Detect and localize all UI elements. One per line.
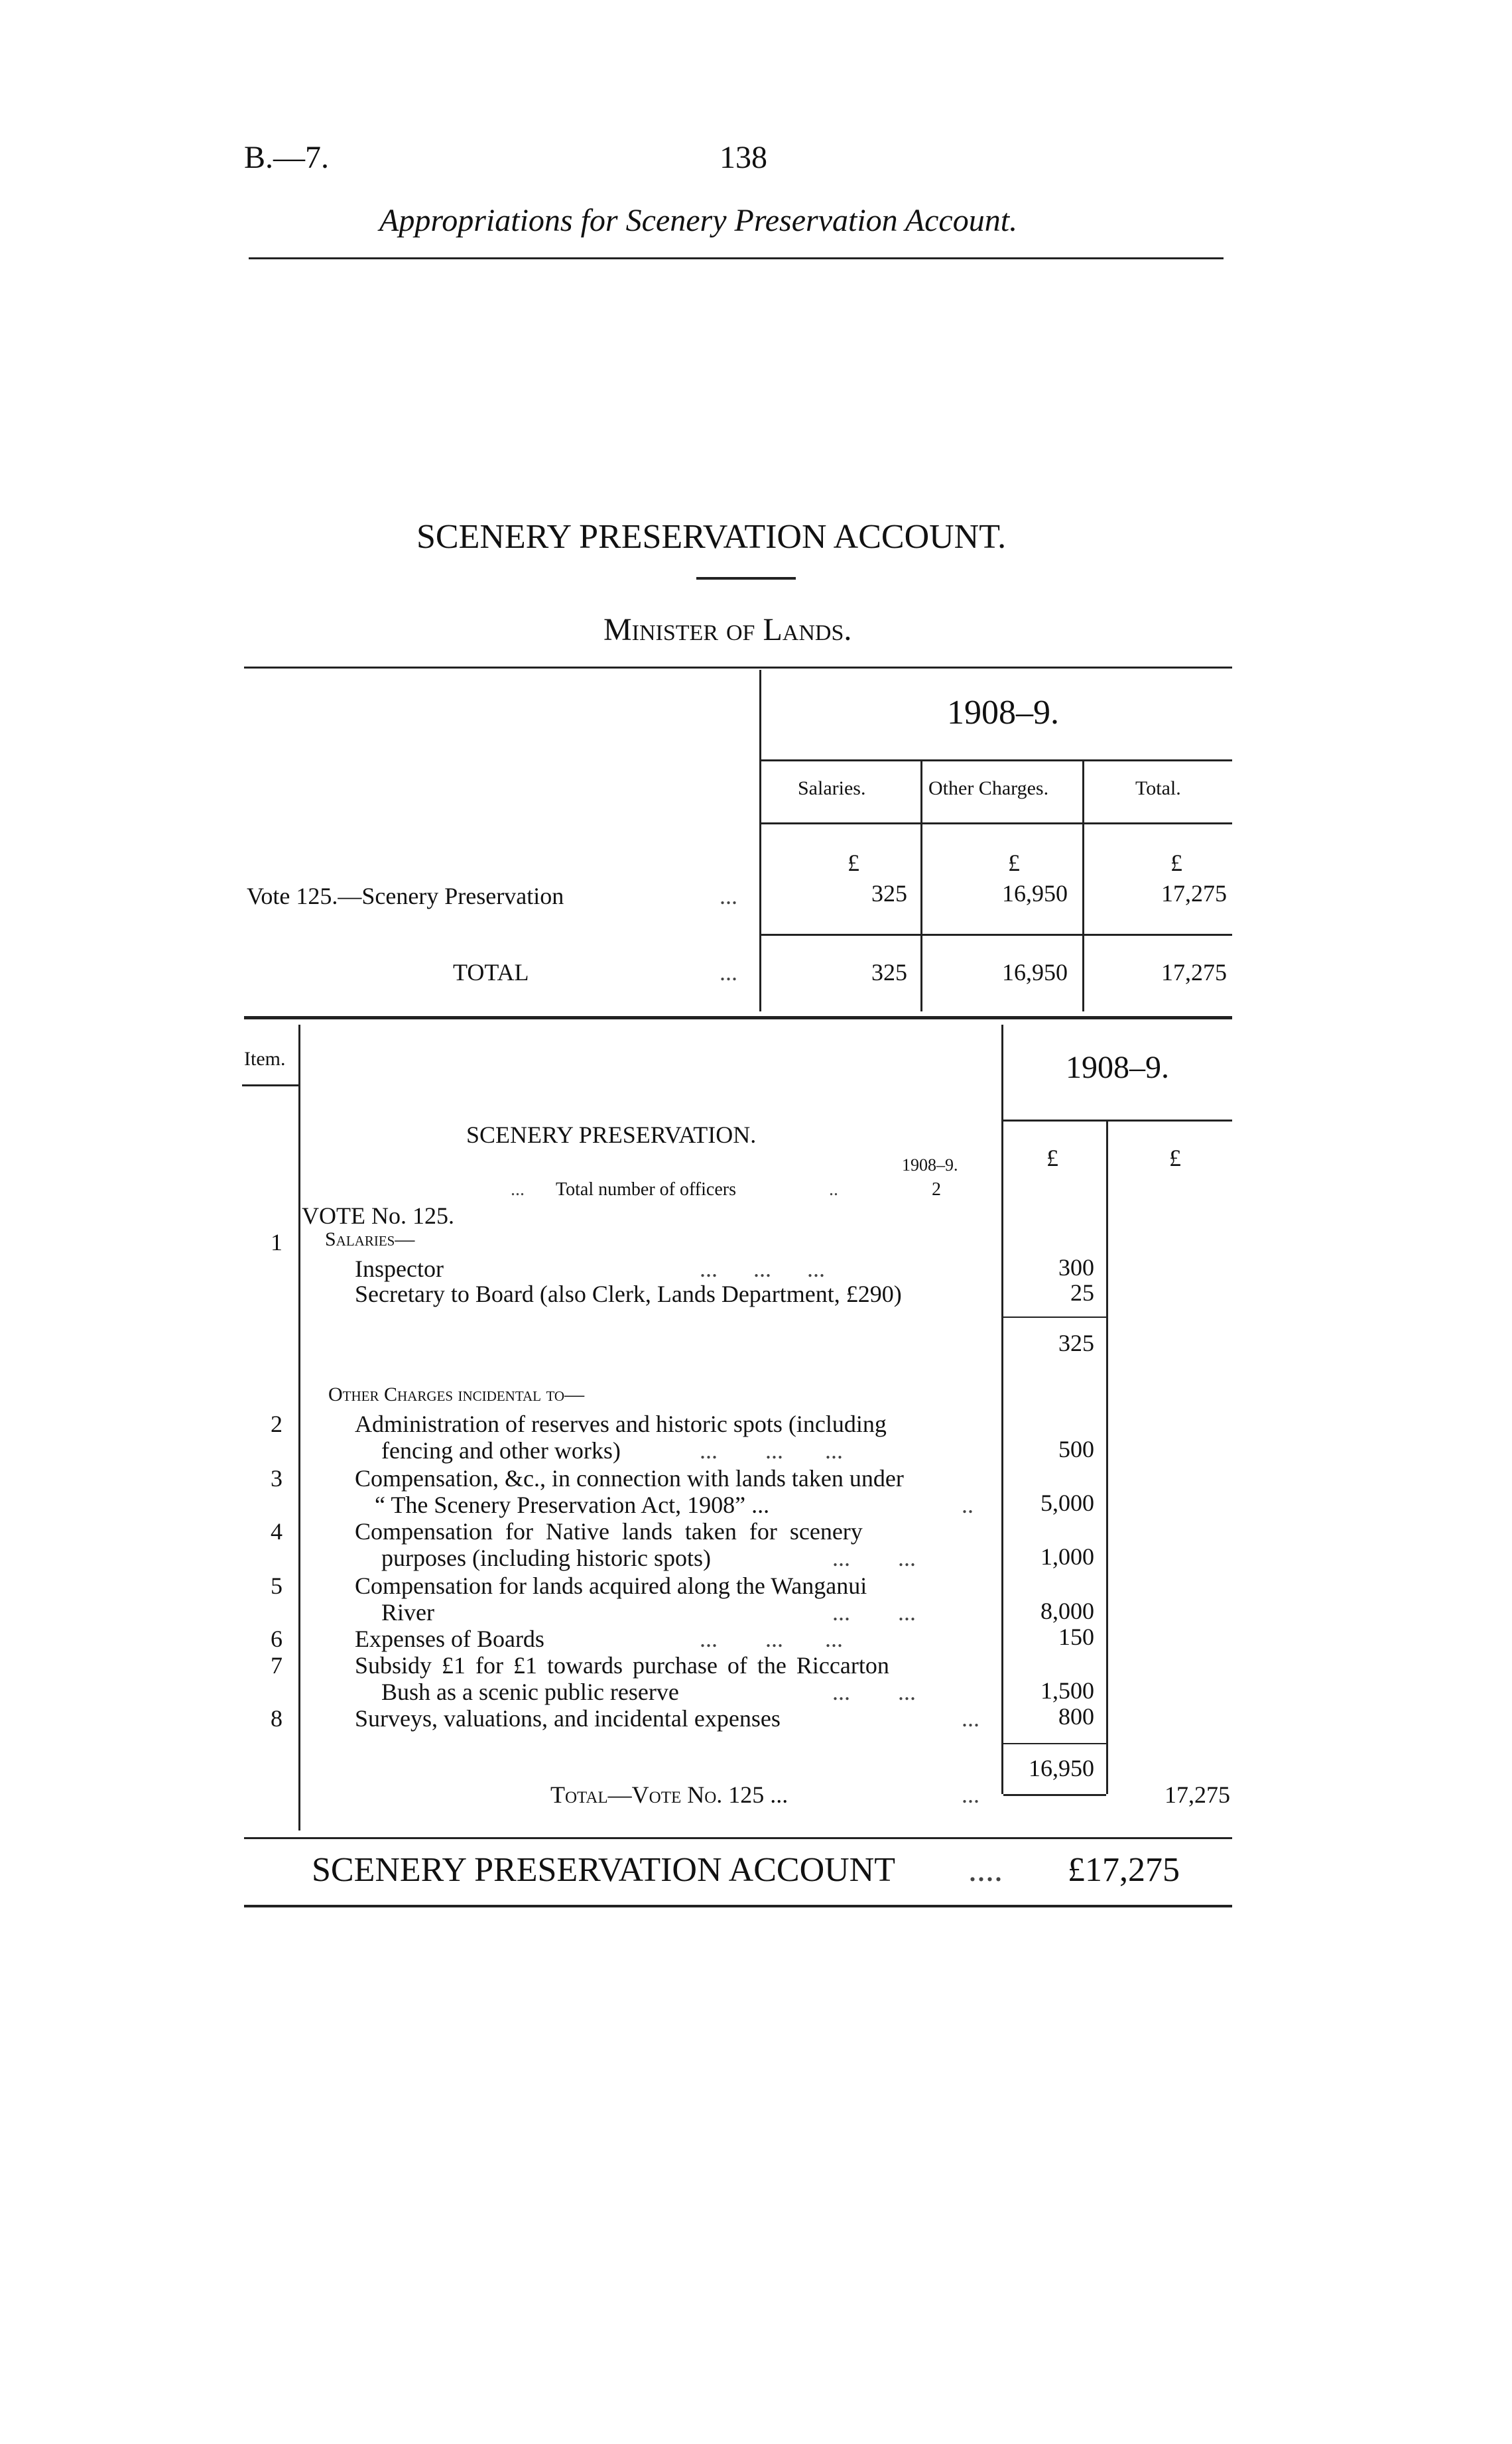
other-subtotal: 16,950 (1029, 1755, 1094, 1781)
charge-dots: ... ... (832, 1545, 916, 1571)
vote-row-total: 17,275 (1161, 880, 1227, 907)
detail-vline-amount (1001, 1025, 1003, 1794)
total-row-total: 17,275 (1161, 959, 1227, 986)
salary-label: Secretary to Board (also Clerk, Lands Department, £290) (355, 1281, 902, 1307)
col-header-salaries: Salaries. (798, 777, 866, 799)
charge-label-line2: River (381, 1599, 434, 1626)
summary-vline-3 (1082, 761, 1084, 1011)
detail-currency-2: £ (1169, 1145, 1181, 1171)
detail-year-rule (1003, 1120, 1232, 1122)
vote-row-label: Vote 125.—Scenery Preservation (247, 883, 564, 909)
summary-vline-1 (759, 670, 761, 1011)
charge-amount: 5,000 (1040, 1490, 1094, 1516)
item-number: 5 (271, 1573, 283, 1599)
officers-dots-lead: ... (511, 1179, 525, 1200)
vote-total-amount: 17,275 (1165, 1781, 1230, 1808)
currency-salaries: £ (848, 850, 859, 876)
item-header-rule (242, 1084, 298, 1086)
charge-amount: 1,000 (1040, 1543, 1094, 1570)
salaries-subtotal-rule (1003, 1317, 1106, 1318)
charge-label-line1: Expenses of Boards (355, 1626, 544, 1652)
footer-amount: £17,275 (1068, 1851, 1180, 1889)
officers-dots-trail: .. (829, 1179, 838, 1200)
title-underline (696, 577, 796, 580)
charge-label-line1: Compensation for lands acquired along the Wanganui (355, 1573, 867, 1599)
summary-vline-2 (920, 761, 922, 1011)
charge-label-line2: fencing and other works) (381, 1437, 621, 1464)
vote-total-rule (1003, 1794, 1106, 1796)
charge-label-line1: Subsidy £1 for £1 towards purchase of the Riccarton (355, 1652, 889, 1679)
item-number: 4 (271, 1518, 283, 1545)
charge-amount: 150 (1058, 1624, 1094, 1650)
col-header-total: Total. (1135, 777, 1181, 799)
item-number: 3 (271, 1465, 283, 1492)
vote-row-other: 16,950 (1002, 880, 1068, 907)
vote-heading: VOTE No. 125. (302, 1202, 454, 1229)
currency-total: £ (1170, 850, 1182, 876)
col-header-other: Other Charges. (928, 777, 1049, 799)
salary-label: Inspector (355, 1255, 444, 1282)
charge-dots: ... ... (832, 1599, 916, 1626)
vote-row-dots: ... (720, 883, 737, 909)
summary-top-rule (244, 667, 1232, 669)
page-ref: B.—7. (244, 140, 330, 175)
charge-amount: 1,500 (1040, 1677, 1094, 1704)
total-row-label: TOTAL (453, 959, 529, 986)
total-row-dots: ... (720, 959, 737, 986)
charge-dots: ... ... ... (700, 1437, 843, 1464)
charge-amount: 800 (1058, 1703, 1094, 1730)
charge-label-line1: Surveys, valuations, and incidental expenses (355, 1705, 781, 1732)
detail-currency-1: £ (1046, 1145, 1058, 1171)
footer-bottom-rule (244, 1905, 1232, 1907)
item-column-header: Item. (244, 1048, 286, 1070)
charge-label-line1: Compensation, &c., in connection with lands taken under (355, 1465, 904, 1492)
charge-amount: 8,000 (1040, 1598, 1094, 1624)
page-subtitle: Appropriations for Scenery Preservation Account. (379, 203, 1018, 238)
salary-amount: 300 (1058, 1254, 1094, 1281)
page-number: 138 (720, 140, 767, 175)
footer-label: SCENERY PRESERVATION ACCOUNT (312, 1851, 895, 1889)
page-title: SCENERY PRESERVATION ACCOUNT. (416, 518, 1007, 556)
detail-vline-item (298, 1025, 300, 1831)
salary-dots: ... ... ... (700, 1255, 825, 1282)
total-row-other: 16,950 (1002, 959, 1068, 986)
charge-dots: ... (962, 1705, 979, 1732)
section-title: SCENERY PRESERVATION. (466, 1122, 757, 1148)
currency-other: £ (1008, 850, 1020, 876)
salaries-subtotal: 325 (1058, 1330, 1094, 1356)
vote-row-salaries: 325 (871, 880, 907, 907)
detail-year: 1908–9. (1066, 1050, 1169, 1085)
charge-label-line2: Bush as a scenic public reserve (381, 1679, 679, 1705)
summary-year-rule (761, 759, 1232, 761)
detail-vline-total (1106, 1121, 1108, 1794)
salary-amount: 25 (1070, 1279, 1094, 1306)
item-number: 6 (271, 1626, 283, 1652)
charge-label-line1: Compensation for Native lands taken for scenery (355, 1518, 863, 1545)
summary-total-rule (761, 934, 1232, 936)
header-rule (249, 257, 1224, 259)
item-number: 7 (271, 1652, 283, 1679)
summary-year: 1908–9. (947, 694, 1059, 732)
charge-dots: ... ... (832, 1679, 916, 1705)
charge-amount: 500 (1058, 1436, 1094, 1462)
item-number: 1 (271, 1229, 283, 1255)
other-charges-heading: Other Charges incidental to— (328, 1383, 585, 1405)
vote-total-label: Total—Vote No. 125 ... (550, 1781, 788, 1808)
ministry-heading: Minister of Lands. (603, 612, 852, 647)
officers-year: 1908–9. (902, 1155, 958, 1175)
item-number: 8 (271, 1705, 283, 1732)
footer-top-rule (244, 1837, 1232, 1839)
charge-dots: ... ... ... (700, 1626, 843, 1652)
charge-label-line2: “ The Scenery Preservation Act, 1908” ... (375, 1492, 770, 1518)
summary-header-rule (761, 822, 1232, 824)
charge-dots: .. (962, 1492, 974, 1518)
officers-label: Total number of officers (556, 1179, 736, 1200)
charge-label-line1: Administration of reserves and historic spots (including (355, 1411, 887, 1437)
salaries-heading: Salaries— (325, 1228, 415, 1250)
total-row-salaries: 325 (871, 959, 907, 986)
vote-total-dots: ... (962, 1781, 979, 1808)
footer-dots: .... (968, 1851, 1003, 1889)
officers-count: 2 (932, 1179, 941, 1200)
charge-label-line2: purposes (including historic spots) (381, 1545, 711, 1571)
summary-bottom-rule (244, 1016, 1232, 1019)
other-subtotal-rule (1003, 1743, 1106, 1744)
item-number: 2 (271, 1411, 283, 1437)
